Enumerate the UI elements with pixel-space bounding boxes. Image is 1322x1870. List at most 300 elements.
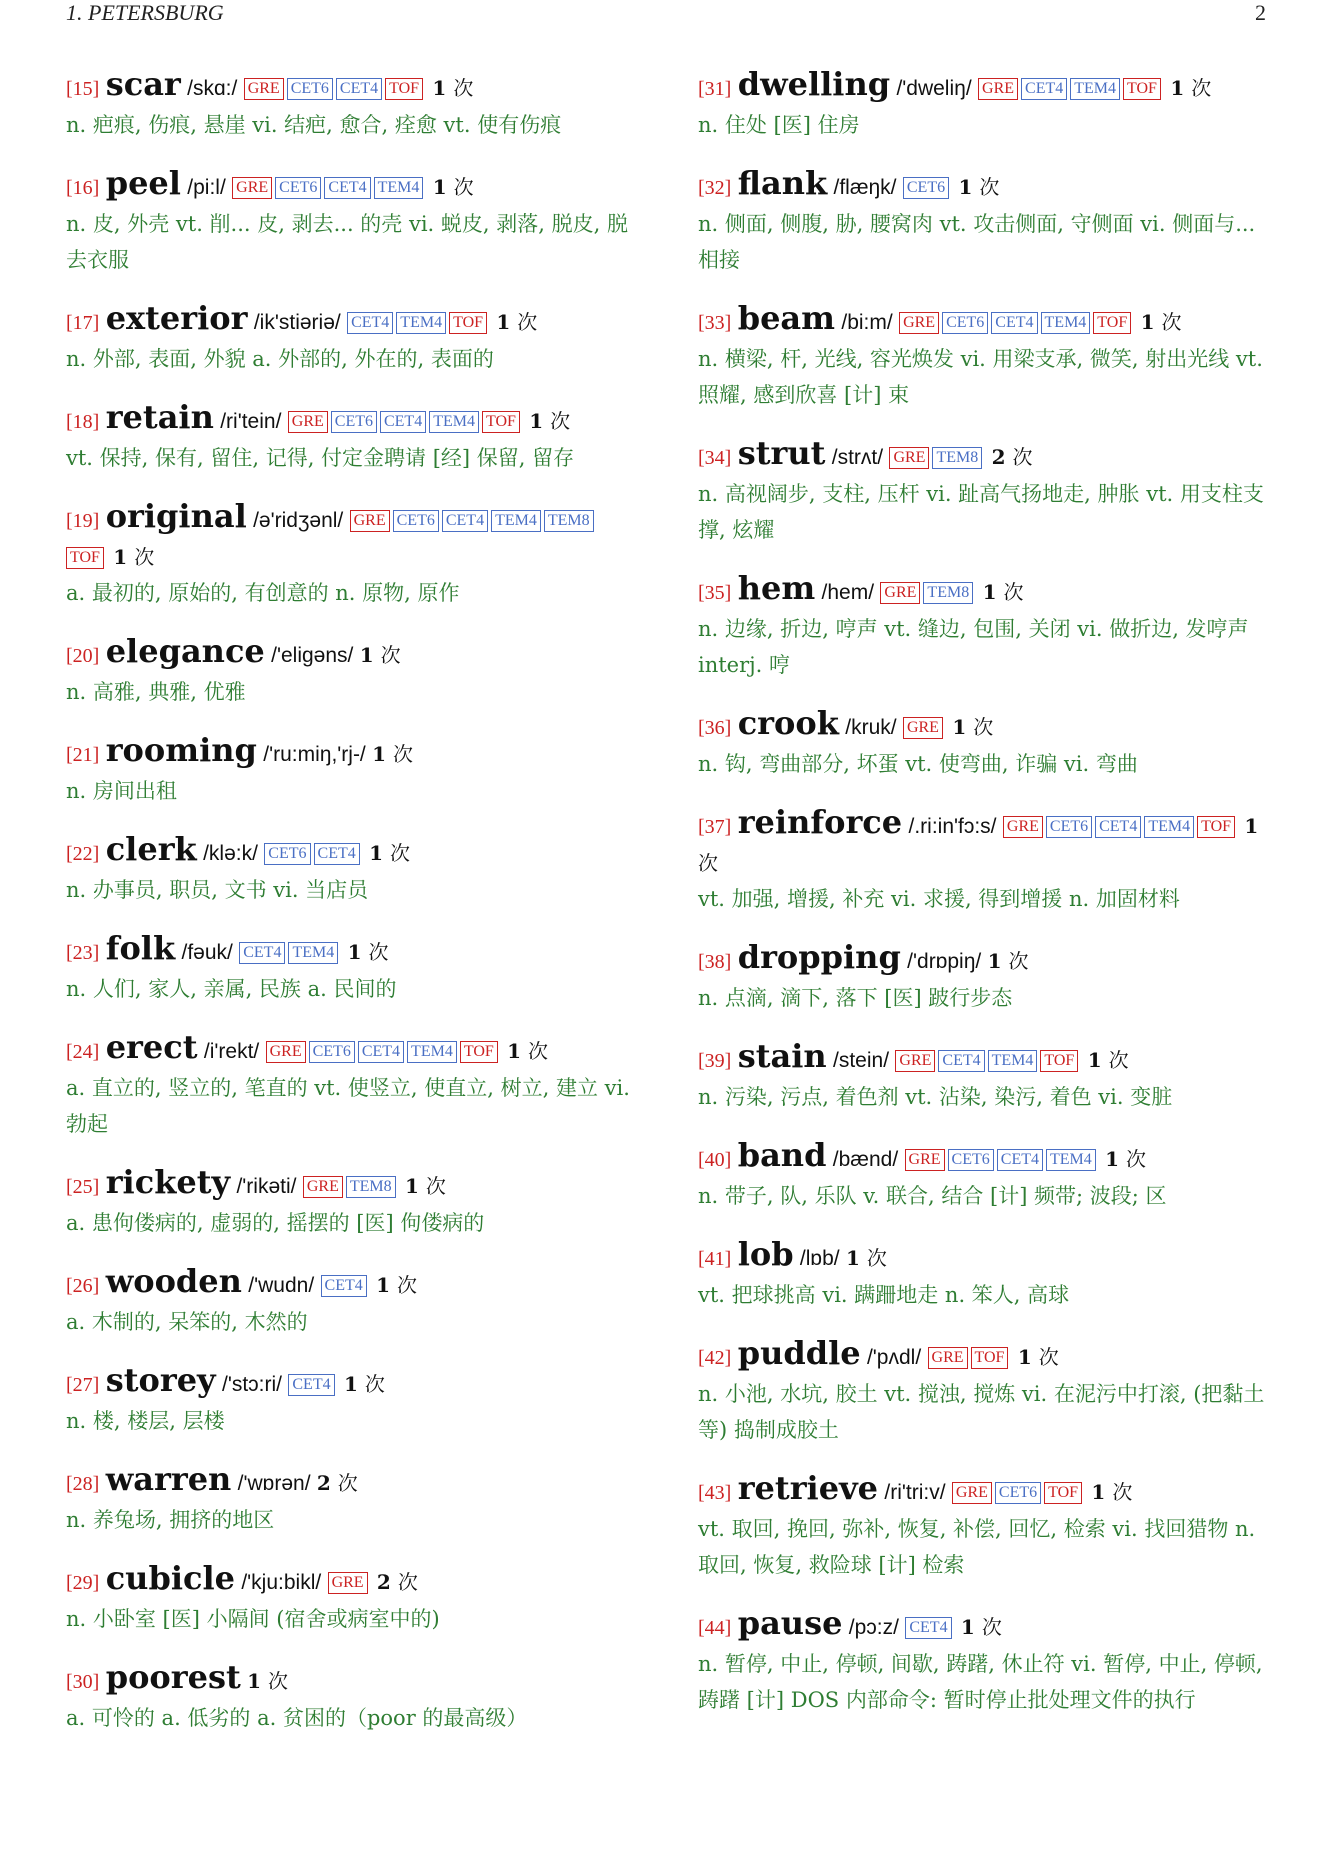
dictionary-entry bbox=[66, 399, 636, 476]
definition: n. 高视阔步, 支柱, 压杆 vi. 趾高气扬地走, 肿胀 vt. 用支柱支撑, 炫耀 bbox=[698, 482, 1264, 542]
frequency-count: 1 bbox=[432, 76, 447, 100]
exam-tag: TEM8 bbox=[932, 447, 982, 469]
headword: scar bbox=[105, 65, 181, 103]
exam-tag: GRE bbox=[303, 1176, 343, 1198]
frequency bbox=[529, 409, 570, 433]
entry-headline bbox=[698, 705, 1270, 746]
phonetic: /ik'stiəriə/ bbox=[253, 311, 341, 334]
exam-tag: GRE bbox=[952, 1482, 992, 1504]
exam-tag: TEM4 bbox=[288, 942, 338, 964]
entry-headline bbox=[66, 498, 636, 575]
frequency-unit: 次 bbox=[1112, 1480, 1133, 1504]
dictionary-entry bbox=[66, 498, 636, 611]
entry-number: [17] bbox=[66, 312, 100, 334]
entry-number: [37] bbox=[698, 816, 732, 838]
exam-tag: CET6 bbox=[948, 1149, 994, 1171]
frequency-count: 1 bbox=[982, 580, 997, 604]
headword: peel bbox=[105, 164, 181, 202]
exam-tag: TOF bbox=[460, 1041, 498, 1063]
exam-tag: GRE bbox=[880, 582, 920, 604]
entry-number: [44] bbox=[698, 1617, 732, 1639]
entry-number: [26] bbox=[66, 1275, 100, 1297]
entry-number: [33] bbox=[698, 312, 732, 334]
frequency bbox=[377, 1570, 418, 1594]
exam-tag: GRE bbox=[350, 510, 390, 532]
entry-number: [34] bbox=[698, 447, 732, 469]
headword: puddle bbox=[737, 1334, 861, 1372]
headword: rickety bbox=[105, 1163, 231, 1201]
phonetic: /flæŋk/ bbox=[833, 176, 897, 199]
entry-headline bbox=[698, 1335, 1270, 1376]
exam-tag: TEM4 bbox=[1041, 312, 1091, 334]
dictionary-entry bbox=[66, 1461, 636, 1538]
headword: lob bbox=[737, 1235, 794, 1273]
phonetic: /ə'ridʒənl/ bbox=[253, 509, 344, 532]
frequency bbox=[1141, 310, 1182, 334]
frequency-unit: 次 bbox=[866, 1246, 887, 1270]
exam-tag: CET6 bbox=[264, 843, 310, 865]
definition: n. 点滴, 滴下, 落下 [医] 跛行步态 bbox=[698, 986, 1013, 1010]
frequency-count: 1 bbox=[529, 409, 544, 433]
frequency-count: 1 bbox=[1170, 76, 1185, 100]
frequency bbox=[1088, 1048, 1129, 1072]
dictionary-entry bbox=[66, 831, 636, 908]
entry-number: [42] bbox=[698, 1347, 732, 1369]
headword: wooden bbox=[105, 1262, 242, 1300]
exam-tag: TOF bbox=[971, 1347, 1009, 1369]
frequency-count: 1 bbox=[952, 715, 967, 739]
frequency-count: 2 bbox=[376, 1570, 391, 1594]
frequency bbox=[113, 545, 154, 569]
frequency bbox=[369, 841, 410, 865]
frequency bbox=[961, 1615, 1002, 1639]
exam-tag: TEM4 bbox=[407, 1041, 457, 1063]
definition: a. 患佝偻病的, 虚弱的, 摇摆的 [医] 佝偻病的 bbox=[66, 1211, 485, 1235]
frequency bbox=[247, 1669, 288, 1693]
entry-headline bbox=[698, 939, 1270, 980]
phonetic: /ri'tein/ bbox=[220, 410, 282, 433]
frequency bbox=[992, 445, 1033, 469]
entry-headline bbox=[698, 570, 1270, 611]
exam-tag: TOF bbox=[1040, 1050, 1078, 1072]
exam-tag: TEM4 bbox=[1046, 1149, 1096, 1171]
frequency-count: 1 bbox=[960, 1615, 975, 1639]
chapter-title: 1. PETERSBURG bbox=[66, 0, 224, 25]
exam-tag: GRE bbox=[288, 411, 328, 433]
definition: n. 小池, 水坑, 胶土 vt. 搅浊, 搅炼 vi. 在泥污中打滚, (把黏土等) 捣制成胶土 bbox=[698, 1382, 1265, 1442]
entry-headline bbox=[698, 1038, 1270, 1079]
phonetic: /bi:m/ bbox=[841, 311, 893, 334]
exam-tag: TOF bbox=[1197, 816, 1235, 838]
frequency-unit: 次 bbox=[1108, 1048, 1129, 1072]
exam-tag: GRE bbox=[895, 1050, 935, 1072]
exam-tag: CET6 bbox=[942, 312, 988, 334]
frequency bbox=[372, 742, 413, 766]
dictionary-entry bbox=[66, 732, 636, 809]
definition: n. 侧面, 侧腹, 胁, 腰窝肉 vt. 攻击侧面, 守侧面 vi. 侧面与... 相接 bbox=[698, 212, 1256, 272]
entry-headline bbox=[66, 1029, 636, 1070]
phonetic: /fəuk/ bbox=[181, 941, 233, 964]
exam-tag: TOF bbox=[1093, 312, 1131, 334]
frequency bbox=[432, 76, 473, 100]
exam-tag: CET4 bbox=[321, 1275, 367, 1297]
frequency-count: 1 bbox=[507, 1039, 522, 1063]
frequency-unit: 次 bbox=[389, 841, 410, 865]
definition: vt. 加强, 增援, 补充 vi. 求援, 得到增援 n. 加固材料 bbox=[698, 887, 1180, 911]
dictionary-entry bbox=[698, 165, 1270, 278]
entry-headline bbox=[66, 66, 636, 107]
phonetic: /lɒb/ bbox=[799, 1247, 840, 1270]
entry-number: [29] bbox=[66, 1572, 100, 1594]
definition: vt. 取回, 挽回, 弥补, 恢复, 补偿, 回忆, 检索 vi. 找回猎物 n. 取回, 恢复, 救险球 [计] 检索 bbox=[698, 1517, 1256, 1577]
phonetic: /strʌt/ bbox=[831, 446, 884, 469]
exam-tag: GRE bbox=[244, 78, 284, 100]
entry-headline bbox=[698, 1605, 1270, 1646]
frequency-count: 1 bbox=[1017, 1345, 1032, 1369]
definition: n. 钩, 弯曲部分, 坏蛋 vt. 使弯曲, 诈骗 vi. 弯曲 bbox=[698, 752, 1138, 776]
entry-number: [43] bbox=[698, 1482, 732, 1504]
phonetic: /kruk/ bbox=[845, 716, 897, 739]
frequency-unit: 次 bbox=[1038, 1345, 1059, 1369]
dictionary-entry bbox=[66, 165, 636, 278]
dictionary-entry bbox=[698, 1470, 1270, 1583]
entry-number: [19] bbox=[66, 510, 100, 532]
frequency-unit: 次 bbox=[973, 715, 994, 739]
exam-tag: CET6 bbox=[331, 411, 377, 433]
frequency-unit: 次 bbox=[397, 1570, 418, 1594]
headword: beam bbox=[737, 299, 836, 337]
entry-number: [15] bbox=[66, 78, 100, 100]
frequency bbox=[1170, 76, 1211, 100]
frequency-unit: 次 bbox=[397, 1273, 417, 1297]
entry-headline bbox=[698, 300, 1270, 341]
definition: n. 边缘, 折边, 哼声 vt. 缝边, 包围, 关闭 vi. 做折边, 发哼声 interj. 哼 bbox=[698, 617, 1249, 677]
exam-tag: CET4 bbox=[358, 1041, 404, 1063]
phonetic: /'stɔ:ri/ bbox=[222, 1373, 283, 1396]
exam-tag: CET4 bbox=[324, 177, 370, 199]
entry-headline bbox=[698, 1137, 1270, 1178]
dictionary-entry bbox=[698, 300, 1270, 413]
frequency-count: 1 bbox=[1140, 310, 1155, 334]
entry-headline bbox=[66, 300, 636, 341]
frequency-count: 1 bbox=[113, 545, 128, 569]
entry-number: [30] bbox=[66, 1671, 100, 1693]
entry-headline bbox=[66, 1659, 636, 1700]
frequency-unit: 次 bbox=[453, 76, 474, 100]
exam-tag: GRE bbox=[266, 1041, 306, 1063]
frequency-unit: 次 bbox=[368, 940, 389, 964]
definition: a. 直立的, 竖立的, 笔直的 vt. 使竖立, 使直立, 树立, 建立 vi. 勃起 bbox=[66, 1076, 630, 1136]
dictionary-entry bbox=[66, 1560, 636, 1637]
dictionary-entry bbox=[698, 1335, 1270, 1448]
headword: strut bbox=[737, 434, 826, 472]
entry-headline bbox=[66, 930, 636, 971]
headword: dwelling bbox=[737, 65, 891, 103]
dictionary-entry bbox=[698, 1605, 1270, 1718]
entry-headline bbox=[698, 165, 1270, 206]
headword: folk bbox=[105, 929, 176, 967]
exam-tag: TEM4 bbox=[491, 510, 541, 532]
entry-headline bbox=[698, 1470, 1270, 1511]
dictionary-entry bbox=[698, 435, 1270, 548]
definition: n. 皮, 外壳 vt. 削... 皮, 剥去... 的壳 vi. 蜕皮, 剥落, 脱皮, 脱去衣服 bbox=[66, 212, 628, 272]
entry-headline bbox=[66, 633, 636, 674]
exam-tag: CET4 bbox=[442, 510, 488, 532]
frequency-unit: 次 bbox=[698, 851, 718, 875]
entry-number: [35] bbox=[698, 582, 732, 604]
dictionary-entry bbox=[66, 66, 636, 143]
exam-tag: CET4 bbox=[288, 1374, 334, 1396]
entry-number: [23] bbox=[66, 942, 100, 964]
definition: n. 横梁, 杆, 光线, 容光焕发 vi. 用梁支承, 微笑, 射出光线 vt. 照耀, 感到欣喜 [计] 束 bbox=[698, 347, 1263, 407]
frequency bbox=[952, 715, 993, 739]
exam-tag: CET4 bbox=[314, 843, 360, 865]
frequency-unit: 次 bbox=[528, 1039, 549, 1063]
exam-tag: CET6 bbox=[995, 1482, 1041, 1504]
frequency-unit: 次 bbox=[453, 175, 474, 199]
frequency-count: 1 bbox=[404, 1174, 419, 1198]
exam-tag: CET6 bbox=[309, 1041, 355, 1063]
frequency bbox=[846, 1246, 887, 1270]
headword: exterior bbox=[105, 299, 248, 337]
dictionary-entry bbox=[698, 804, 1270, 917]
entry-number: [40] bbox=[698, 1149, 732, 1171]
definition: n. 房间出租 bbox=[66, 779, 177, 803]
dictionary-entry bbox=[698, 1137, 1270, 1214]
frequency-unit: 次 bbox=[393, 742, 414, 766]
definition: n. 人们, 家人, 亲属, 民族 a. 民间的 bbox=[66, 977, 397, 1001]
entry-headline bbox=[66, 1560, 636, 1601]
entry-number: [28] bbox=[66, 1473, 100, 1495]
phonetic: /'wɒrən/ bbox=[237, 1472, 311, 1495]
exam-tag: GRE bbox=[328, 1572, 368, 1594]
headword: retain bbox=[105, 398, 214, 436]
entry-headline bbox=[66, 165, 636, 206]
exam-tag: TOF bbox=[482, 411, 520, 433]
dictionary-entry bbox=[698, 939, 1270, 1016]
dictionary-entry bbox=[698, 1038, 1270, 1115]
frequency bbox=[433, 175, 474, 199]
definition: n. 小卧室 [医] 小隔间 (宿舍或病室中的) bbox=[66, 1607, 440, 1631]
right-column bbox=[698, 66, 1270, 1740]
frequency bbox=[405, 1174, 446, 1198]
entry-number: [38] bbox=[698, 951, 732, 973]
frequency-unit: 次 bbox=[425, 1174, 446, 1198]
entry-number: [20] bbox=[66, 645, 100, 667]
phonetic: /'eligəns/ bbox=[271, 644, 354, 667]
dictionary-entry bbox=[66, 300, 636, 377]
frequency-count: 1 bbox=[1244, 814, 1259, 838]
frequency-unit: 次 bbox=[1161, 310, 1182, 334]
headword: warren bbox=[105, 1460, 232, 1498]
phonetic: /stein/ bbox=[833, 1049, 890, 1072]
entry-headline bbox=[66, 399, 636, 440]
entry-number: [16] bbox=[66, 177, 100, 199]
frequency-count: 1 bbox=[958, 175, 973, 199]
frequency-count: 1 bbox=[496, 310, 511, 334]
exam-tag: GRE bbox=[1003, 816, 1043, 838]
definition: n. 外部, 表面, 外貌 a. 外部的, 外在的, 表面的 bbox=[66, 347, 494, 371]
frequency-unit: 次 bbox=[1012, 445, 1033, 469]
phonetic: /pi:l/ bbox=[187, 176, 226, 199]
exam-tag: CET6 bbox=[1046, 816, 1092, 838]
phonetic: /i'rekt/ bbox=[203, 1040, 260, 1063]
frequency-count: 1 bbox=[845, 1246, 860, 1270]
frequency bbox=[958, 175, 999, 199]
definition: a. 最初的, 原始的, 有创意的 n. 原物, 原作 bbox=[66, 581, 460, 605]
headword: retrieve bbox=[737, 1469, 879, 1507]
phonetic: /'rikəti/ bbox=[236, 1175, 297, 1198]
phonetic: /'ru:miŋ,'rj-/ bbox=[263, 743, 366, 766]
frequency-count: 2 bbox=[316, 1471, 331, 1495]
frequency-count: 2 bbox=[991, 445, 1006, 469]
exam-tag: CET6 bbox=[393, 510, 439, 532]
headword: crook bbox=[737, 704, 839, 742]
entry-headline bbox=[698, 804, 1270, 881]
entry-headline bbox=[698, 66, 1270, 107]
headword: original bbox=[105, 497, 247, 535]
phonetic: /'dweliŋ/ bbox=[896, 77, 972, 100]
frequency bbox=[317, 1471, 358, 1495]
definition: n. 办事员, 职员, 文书 vi. 当店员 bbox=[66, 878, 369, 902]
exam-tag: CET4 bbox=[239, 942, 285, 964]
exam-tag: GRE bbox=[905, 1149, 945, 1171]
exam-tag: CET6 bbox=[287, 78, 333, 100]
left-column bbox=[66, 66, 636, 1758]
frequency bbox=[1091, 1480, 1132, 1504]
exam-tag: CET6 bbox=[275, 177, 321, 199]
frequency-count: 1 bbox=[987, 949, 1002, 973]
headword: flank bbox=[737, 164, 828, 202]
frequency-count: 1 bbox=[432, 175, 447, 199]
headword: poorest bbox=[105, 1658, 241, 1696]
entry-number: [39] bbox=[698, 1050, 732, 1072]
frequency bbox=[360, 643, 401, 667]
exam-tag: TEM4 bbox=[988, 1050, 1038, 1072]
exam-tag: TEM4 bbox=[1144, 816, 1194, 838]
entry-headline bbox=[698, 1236, 1270, 1277]
frequency bbox=[507, 1039, 548, 1063]
dictionary-entry bbox=[66, 1164, 636, 1241]
frequency bbox=[348, 940, 389, 964]
frequency-unit: 次 bbox=[1003, 580, 1024, 604]
dictionary-entry bbox=[66, 1659, 636, 1736]
exam-tag: GRE bbox=[928, 1347, 968, 1369]
phonetic: /klə:k/ bbox=[203, 842, 258, 865]
definition: n. 暂停, 中止, 停顿, 间歇, 踌躇, 休止符 vi. 暂停, 中止, 停顿, 踌躇 [计] DOS 内部命令: 暂时停止批处理文件的执行 bbox=[698, 1652, 1263, 1712]
definition: n. 污染, 污点, 着色剂 vt. 沾染, 染污, 着色 vi. 变脏 bbox=[698, 1085, 1173, 1109]
frequency bbox=[1018, 1345, 1059, 1369]
headword: stain bbox=[737, 1037, 827, 1075]
frequency-count: 1 bbox=[1091, 1480, 1106, 1504]
frequency-unit: 次 bbox=[380, 643, 401, 667]
exam-tag: CET4 bbox=[380, 411, 426, 433]
exam-tag: CET4 bbox=[991, 312, 1037, 334]
entry-number: [22] bbox=[66, 843, 100, 865]
frequency-unit: 次 bbox=[1126, 1147, 1147, 1171]
dictionary-entry bbox=[66, 633, 636, 710]
entry-number: [24] bbox=[66, 1041, 100, 1063]
dictionary-entry bbox=[698, 705, 1270, 782]
frequency bbox=[376, 1273, 417, 1297]
entry-headline bbox=[66, 1164, 636, 1205]
definition: vt. 把球挑高 vi. 蹒跚地走 n. 笨人, 高球 bbox=[698, 1283, 1070, 1307]
exam-tag: CET4 bbox=[905, 1617, 951, 1639]
exam-tag: CET4 bbox=[1095, 816, 1141, 838]
frequency bbox=[983, 580, 1024, 604]
entry-headline bbox=[66, 1461, 636, 1502]
frequency-count: 1 bbox=[376, 1273, 391, 1297]
headword: rooming bbox=[105, 731, 257, 769]
exam-tag: CET4 bbox=[997, 1149, 1043, 1171]
frequency-unit: 次 bbox=[1008, 949, 1029, 973]
headword: reinforce bbox=[737, 803, 903, 841]
entry-number: [31] bbox=[698, 78, 732, 100]
exam-tag: GRE bbox=[232, 177, 272, 199]
dictionary-entry bbox=[698, 570, 1270, 683]
definition: n. 带子, 队, 乐队 v. 联合, 结合 [计] 频带; 波段; 区 bbox=[698, 1184, 1167, 1208]
phonetic: /.ri:in'fɔ:s/ bbox=[908, 815, 997, 838]
frequency-count: 1 bbox=[359, 643, 374, 667]
frequency-unit: 次 bbox=[550, 409, 571, 433]
definition: vt. 保持, 保有, 留住, 记得, 付定金聘请 [经] 保留, 留存 bbox=[66, 446, 575, 470]
phonetic: /'wudn/ bbox=[248, 1274, 315, 1297]
entry-headline bbox=[66, 732, 636, 773]
frequency bbox=[496, 310, 537, 334]
headword: pause bbox=[737, 1604, 843, 1642]
frequency-unit: 次 bbox=[268, 1669, 289, 1693]
phonetic: /'pʌdl/ bbox=[866, 1346, 922, 1369]
entry-headline bbox=[66, 831, 636, 872]
dictionary-entry bbox=[698, 1236, 1270, 1313]
phonetic: /'kju:bikl/ bbox=[241, 1571, 322, 1594]
exam-tag: CET4 bbox=[938, 1050, 984, 1072]
frequency bbox=[988, 949, 1029, 973]
definition: a. 可怜的 a. 低劣的 a. 贫困的（poor 的最高级） bbox=[66, 1706, 528, 1730]
phonetic: /bænd/ bbox=[832, 1148, 899, 1171]
entry-number: [25] bbox=[66, 1176, 100, 1198]
entry-headline bbox=[698, 435, 1270, 476]
exam-tag: TOF bbox=[449, 312, 487, 334]
headword: erect bbox=[105, 1028, 198, 1066]
frequency-unit: 次 bbox=[1191, 76, 1212, 100]
entry-number: [41] bbox=[698, 1248, 732, 1270]
phonetic: /'drɒpiŋ/ bbox=[907, 950, 982, 973]
exam-tag: TOF bbox=[385, 78, 423, 100]
exam-tag: TEM4 bbox=[429, 411, 479, 433]
phonetic: /ri'tri:v/ bbox=[884, 1481, 946, 1504]
phonetic: /pɔ:z/ bbox=[848, 1616, 899, 1639]
exam-tag: TEM8 bbox=[923, 582, 973, 604]
exam-tag: GRE bbox=[903, 717, 943, 739]
running-header bbox=[66, 0, 1266, 24]
headword: cubicle bbox=[105, 1559, 235, 1597]
exam-tag: TOF bbox=[1123, 78, 1161, 100]
dictionary-entry bbox=[66, 1263, 636, 1340]
headword: storey bbox=[105, 1361, 216, 1399]
phonetic: /skɑ:/ bbox=[187, 77, 238, 100]
frequency-count: 1 bbox=[372, 742, 387, 766]
exam-tag: GRE bbox=[978, 78, 1018, 100]
exam-tag: TEM8 bbox=[346, 1176, 396, 1198]
dictionary-entry bbox=[66, 1029, 636, 1142]
entry-number: [18] bbox=[66, 411, 100, 433]
exam-tag: TOF bbox=[1044, 1482, 1082, 1504]
exam-tag: CET4 bbox=[347, 312, 393, 334]
exam-tag: CET6 bbox=[903, 177, 949, 199]
exam-tag: TOF bbox=[66, 547, 104, 569]
frequency bbox=[344, 1372, 385, 1396]
